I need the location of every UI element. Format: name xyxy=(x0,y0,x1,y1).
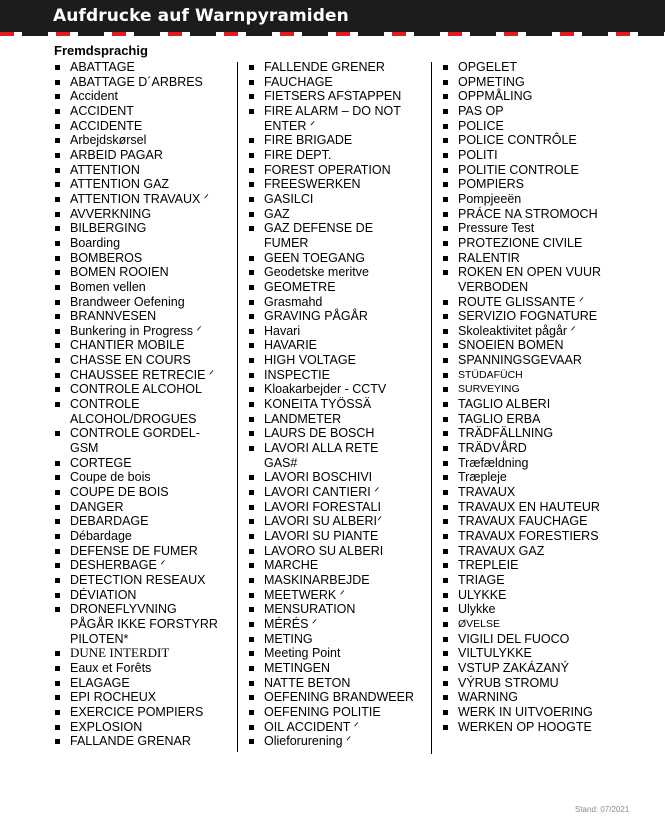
list-item: Pompjeeën xyxy=(442,192,642,207)
list-item: MÉRÉS ᐟ xyxy=(248,617,430,632)
column-divider xyxy=(431,62,432,754)
list-item: TRAVAUX GAZ xyxy=(442,544,642,559)
list-item: DUNE INTERDIT xyxy=(54,646,240,661)
list-item: Træfældning xyxy=(442,456,642,471)
list-item: VÝRUB STROMU xyxy=(442,676,642,691)
list-item: FIRE BRIGADE xyxy=(248,133,430,148)
list-item: CONTROLE ALCOHOL/DROGUES xyxy=(54,397,220,426)
list-item: GRAVING PÅGÅR xyxy=(248,309,430,324)
list-item: Meeting Point xyxy=(248,646,430,661)
list-item: TRAVAUX FORESTIERS xyxy=(442,529,642,544)
list-item: OPGELET xyxy=(442,60,642,75)
list-item: EPI ROCHEUX xyxy=(54,690,240,705)
list-item: VILTULYKKE xyxy=(442,646,642,661)
list-item: PROTEZIONE CIVILE xyxy=(442,236,642,251)
list-item: HIGH VOLTAGE xyxy=(248,353,430,368)
column-divider xyxy=(237,62,238,752)
list-item: LAVORI SU ALBERIᐟ xyxy=(248,514,430,529)
list-item: KONEITA TYÖSSÄ xyxy=(248,397,430,412)
list-item: ATTENTION xyxy=(54,163,240,178)
list-item: GASILCI xyxy=(248,192,430,207)
list-item: ABATTAGE D´ARBRES xyxy=(54,75,240,90)
list-item: VIGILI DEL FUOCO xyxy=(442,632,642,647)
page-title: Aufdrucke auf Warnpyramiden xyxy=(53,6,349,26)
list-item: Havari xyxy=(248,324,430,339)
list-item: GAZ DEFENSE DE FUMER xyxy=(248,221,414,250)
list-item: GEEN TOEGANG xyxy=(248,251,430,266)
list-item: ROUTE GLISSANTE ᐟ xyxy=(442,295,642,310)
list-item: MEETWERK ᐟ xyxy=(248,588,430,603)
list-item: BOMEN ROOIEN xyxy=(54,265,240,280)
list-item: Kloakarbejder - CCTV xyxy=(248,382,430,397)
list-item: VSTUP ZAKÁZANÝ xyxy=(442,661,642,676)
list-item: Eaux et Forêts xyxy=(54,661,240,676)
list-item: OIL ACCIDENT ᐟ xyxy=(248,720,430,735)
list-item: ØVELSE xyxy=(442,617,642,632)
list-item: LAVORI CANTIERI ᐟ xyxy=(248,485,430,500)
list-item: NATTE BETON xyxy=(248,676,430,691)
list-item: INSPECTIE xyxy=(248,368,430,383)
list-item: TREPLEIE xyxy=(442,558,642,573)
list-item: COUPE DE BOIS xyxy=(54,485,240,500)
list-item: POMPIERS xyxy=(442,177,642,192)
list-item: FREESWERKEN xyxy=(248,177,430,192)
list-item: OEFENING POLITIE xyxy=(248,705,430,720)
list-item: Boarding xyxy=(54,236,240,251)
list-item: Arbejdskørsel xyxy=(54,133,240,148)
list-item: ULYKKE xyxy=(442,588,642,603)
list-item: FAUCHAGE xyxy=(248,75,430,90)
list-item: Bomen vellen xyxy=(54,280,240,295)
list-item: TAGLIO ERBA xyxy=(442,412,642,427)
list-item: LANDMETER xyxy=(248,412,430,427)
list-item: SNOEIEN BOMEN xyxy=(442,338,642,353)
list-item: Bunkering in Progress ᐟ xyxy=(54,324,240,339)
list-item: CHANTIER MOBILE xyxy=(54,338,240,353)
list-item: Grasmahd xyxy=(248,295,430,310)
list-item: SPANNINGSGEVAAR xyxy=(442,353,642,368)
list-item: OPPMÅLING xyxy=(442,89,642,104)
list-item: Olieforurening ᐟ xyxy=(248,734,430,749)
list-item: MENSURATION xyxy=(248,602,430,617)
list-item: EXERCICE POMPIERS xyxy=(54,705,240,720)
list-item: PAS OP xyxy=(442,104,642,119)
list-item: DETECTION RESEAUX xyxy=(54,573,240,588)
list-item: ACCIDENTE xyxy=(54,119,240,134)
list-item: LAURS DE BOSCH xyxy=(248,426,430,441)
list-item: SURVEYING xyxy=(442,382,642,397)
list-item: POLITIE CONTROLE xyxy=(442,163,642,178)
list-item: FIETSERS AFSTAPPEN xyxy=(248,89,430,104)
list-item: TRAVAUX FAUCHAGE xyxy=(442,514,642,529)
list-item: Ulykke xyxy=(442,602,642,617)
list-item: Coupe de bois xyxy=(54,470,240,485)
list-item: CHASSE EN COURS xyxy=(54,353,240,368)
list-item: POLICE xyxy=(442,119,642,134)
list-item: AVVERKNING xyxy=(54,207,240,222)
list-item: FIRE ALARM – DO NOT ENTER ᐟ xyxy=(248,104,414,133)
list-item: FALLANDE GRENAR xyxy=(54,734,240,749)
list-item: Pressure Test xyxy=(442,221,642,236)
list-item: ARBEID PAGAR xyxy=(54,148,240,163)
list-item: LAVORI SU PIANTE xyxy=(248,529,430,544)
list-item: Brandweer Oefening xyxy=(54,295,240,310)
list-item: TRÄDFÄLLNING xyxy=(442,426,642,441)
list-item: METING xyxy=(248,632,430,647)
list-item: PRÁCE NA STROMOCH xyxy=(442,207,642,222)
list-item: POLITI xyxy=(442,148,642,163)
list-item: Geodetske meritve xyxy=(248,265,430,280)
list-item: CONTROLE GORDEL-GSM xyxy=(54,426,220,455)
list-item: CHAUSSEE RETRECIE ᐟ xyxy=(54,368,240,383)
list-item: LAVORI BOSCHIVI xyxy=(248,470,430,485)
list-item: ACCIDENT xyxy=(54,104,240,119)
list-item: BOMBEROS xyxy=(54,251,240,266)
list-item: DANGER xyxy=(54,500,240,515)
list-item: FALLENDE GRENER xyxy=(248,60,430,75)
list-item: CONTROLE ALCOHOL xyxy=(54,382,240,397)
list-item: DRONEFLYVNING PÅGÅR IKKE FORSTYRR PILOTEN* xyxy=(54,602,220,646)
list-item: TRÄDVÅRD xyxy=(442,441,642,456)
list-item: METINGEN xyxy=(248,661,430,676)
list-item: ROKEN EN OPEN VUUR VERBODEN xyxy=(442,265,628,294)
list-item: TAGLIO ALBERI xyxy=(442,397,642,412)
list-item: MASKINARBEJDE xyxy=(248,573,430,588)
list-item: TRAVAUX xyxy=(442,485,642,500)
list-item: DEBARDAGE xyxy=(54,514,240,529)
list-item: SERVIZIO FOGNATURE xyxy=(442,309,642,324)
list-item: ELAGAGE xyxy=(54,676,240,691)
term-column-2 xyxy=(248,60,430,749)
list-item: FIRE DEPT. xyxy=(248,148,430,163)
list-item: HAVARIE xyxy=(248,338,430,353)
list-item: Træpleje xyxy=(442,470,642,485)
footer-date: Stand: 07/2021 xyxy=(575,805,630,814)
list-item: OPMETING xyxy=(442,75,642,90)
list-item: LAVORO SU ALBERI xyxy=(248,544,430,559)
warning-stripe xyxy=(0,32,665,36)
list-item: Débardage xyxy=(54,529,240,544)
term-column-3 xyxy=(442,60,642,734)
list-item: BRANNVESEN xyxy=(54,309,240,324)
list-item: BILBERGING xyxy=(54,221,240,236)
list-item: MARCHE xyxy=(248,558,430,573)
list-item: WERKEN OP HOOGTE xyxy=(442,720,642,735)
list-item: CORTEGE xyxy=(54,456,240,471)
list-item: LAVORI FORESTALI xyxy=(248,500,430,515)
section-heading: Fremdsprachig xyxy=(54,43,148,58)
list-item: STÜDAFÜCH xyxy=(442,368,642,383)
list-item: ATTENTION GAZ xyxy=(54,177,240,192)
list-item: ATTENTION TRAVAUX ᐟ xyxy=(54,192,240,207)
list-item: LAVORI ALLA RETE GAS# xyxy=(248,441,414,470)
list-item: TRIAGE xyxy=(442,573,642,588)
list-item: FOREST OPERATION xyxy=(248,163,430,178)
list-item: WERK IN UITVOERING xyxy=(442,705,642,720)
list-item: GAZ xyxy=(248,207,430,222)
list-item: OEFENING BRANDWEER xyxy=(248,690,430,705)
list-item: RALENTIR xyxy=(442,251,642,266)
list-item: ABATTAGE xyxy=(54,60,240,75)
list-item: DESHERBAGE ᐟ xyxy=(54,558,240,573)
term-column-1 xyxy=(54,60,240,749)
list-item: WARNING xyxy=(442,690,642,705)
list-item: DÉVIATION xyxy=(54,588,240,603)
list-item: Skoleaktivitet pågår ᐟ xyxy=(442,324,642,339)
list-item: POLICE CONTRÔLE xyxy=(442,133,642,148)
list-item: Accident xyxy=(54,89,240,104)
list-item: DEFENSE DE FUMER xyxy=(54,544,240,559)
header-bar xyxy=(0,0,665,32)
list-item: EXPLOSION xyxy=(54,720,240,735)
list-item: TRAVAUX EN HAUTEUR xyxy=(442,500,642,515)
list-item: GEOMETRE xyxy=(248,280,430,295)
